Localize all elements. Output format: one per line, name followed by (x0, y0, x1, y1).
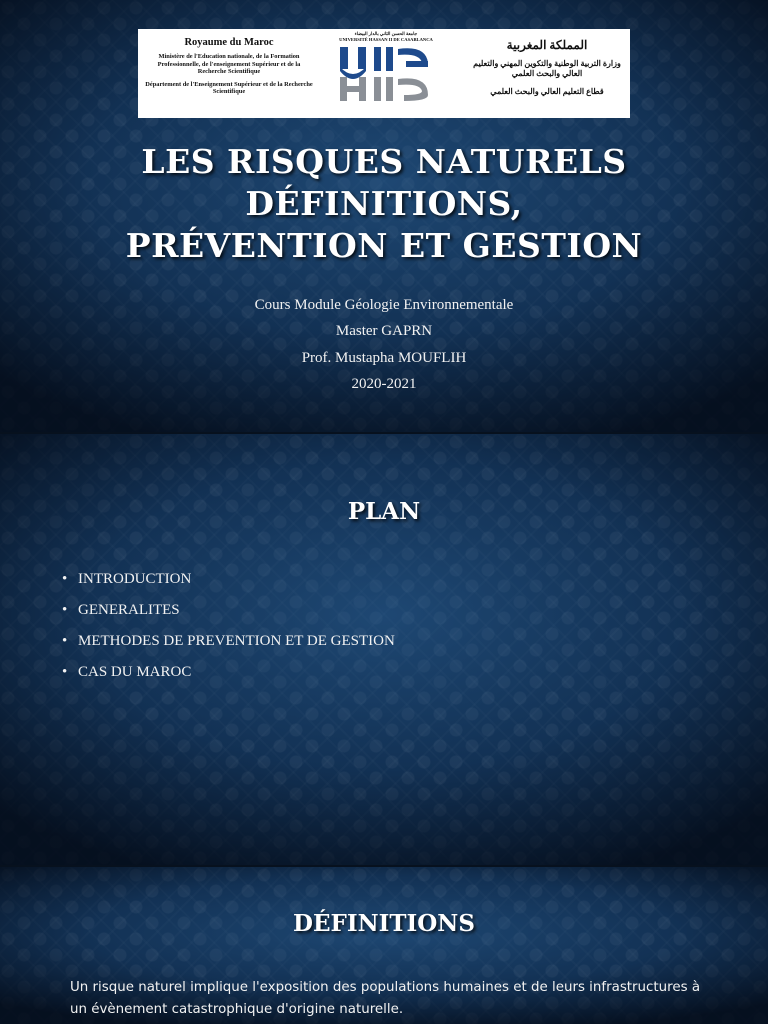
bullet-icon: • (62, 602, 68, 618)
title-slide (0, 0, 768, 432)
course-module-label: Cours Module Géologie Environnementale (254, 297, 514, 313)
bullet-icon: • (62, 633, 68, 649)
banner-department-arabic: قطاع التعليم العالي والبحث العلمي (490, 87, 604, 96)
university-emblem-icon (334, 43, 438, 105)
slide-title: DÉFINITIONS (293, 910, 475, 937)
banner-ministry-arabic: وزارة التربية الوطنية والتكوين المهني والتعليم العالي والبحث العلمي (473, 59, 621, 78)
banner-left-text (144, 37, 314, 96)
list-item-label: METHODES DE PREVENTION ET DE GESTION (78, 633, 395, 649)
banner-ministry-label: Ministère de l'Education nationale, de la Formation Professionnelle, de l'enseignement Supérieur et de la Recherche Scientifique (157, 53, 301, 75)
title-line: PRÉVENTION ET GESTION (125, 226, 643, 265)
banner-kingdom-arabic: المملكة المغربية (506, 38, 588, 52)
title-line: DÉFINITIONS, (245, 184, 523, 223)
academic-year: 2020-2021 (351, 375, 417, 392)
presentation-subtitle (0, 292, 768, 397)
definition-paragraph: Un risque naturel implique l'exposition des populations humaines et de leurs infrastructures à un évènement catastrophique d'origine naturelle. (70, 980, 701, 1017)
bullet-icon: • (62, 571, 68, 587)
presentation-title (0, 141, 768, 267)
list-item-label: GENERALITES (78, 602, 180, 618)
list-item (62, 600, 395, 631)
master-program-label: Master GAPRN (335, 323, 433, 340)
list-item (62, 631, 395, 662)
university-logo (334, 31, 438, 115)
slide-title: PLAN (347, 498, 421, 525)
institution-logo-banner (138, 29, 630, 118)
definitions-slide (0, 867, 768, 1024)
list-item-label: INTRODUCTION (78, 571, 192, 587)
university-name: UNIVERSITÉ HASSAN II DE CASABLANCA (339, 37, 433, 42)
banner-kingdom-label: Royaume du Maroc (184, 37, 274, 48)
banner-right-text (472, 38, 622, 96)
university-arabic-name: جامعة الحسن الثاني بالدار البيضاء (354, 31, 418, 36)
bullet-icon: • (62, 664, 68, 680)
banner-department-label: Département de l'Enseignement Supérieur et de la Recherche Scientifique (145, 80, 313, 95)
plan-list (62, 569, 395, 693)
title-line: LES RISQUES NATURELS (141, 142, 627, 181)
plan-slide (0, 434, 768, 865)
list-item (62, 569, 395, 600)
list-item (62, 662, 395, 693)
list-item-label: CAS DU MAROC (78, 664, 192, 680)
professor-name: Prof. Mustapha MOUFLIH (301, 349, 467, 366)
